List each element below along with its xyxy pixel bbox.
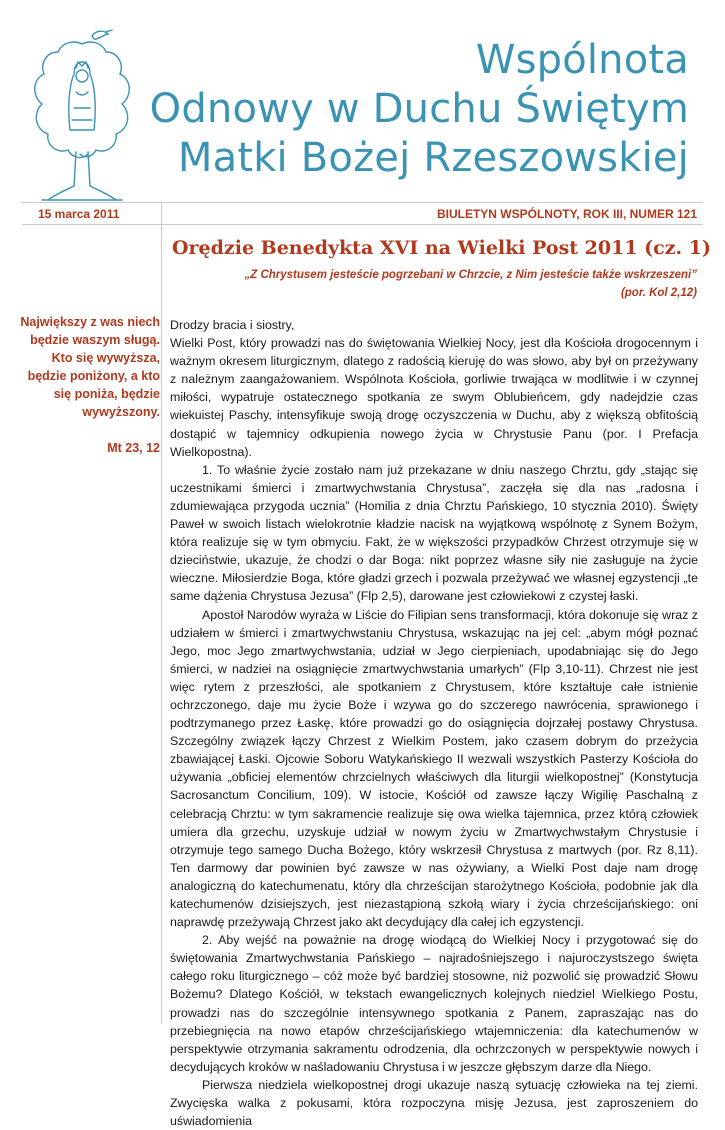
sidebar-reference: Mt 23, 12 — [107, 441, 160, 455]
article-title: Orędzie Benedykta XVI na Wielki Post 2011 (cz. 1) — [172, 237, 711, 259]
paragraph: Apostoł Narodów wyraża w Liście do Filipian sens transformacji, która dokonuje się wraz z udziałem w śmierci i zmartwychwstaniu Chrystusa, wskazując na jej cel: „abym mógł poznać Jego, moc Jego zmartwychwstania, udział w Jego cierpieniach, upodabniając się do Jego śmierci, w nadziei na osiągnięcie zmartwychwstania umarłych” (Flp 3,10-11). Chrzest nie jest więc rytem z przeszłości, ale spotkaniem z Chrystusem, które kształtuje całe istnienie ochrzczonego, daje mu życie Boże i wzywa go do szczerego nawrócenia, sprawionego i podtrzymanego przez Łaskę, które prowadzi go do osiągnięcia dojrzałej postawy Chrystusa. Szczególny związek łączy Chrzest z Wielkim Postem, jako czasem dobrym do przeżycia zbawiającej Łaski. Ojcowie Soboru Watykańskiego II wezwali wszystkich Pasterzy Kościoła do używania „obficiej elementów chrzcielnych właściwych dla liturgii wielkopostnej” (Konstytucja Sacrosanctum Concilium, 109). W istocie, Kościół od zawsze łączy Wigilię Paschalną z celebracją Chrztu: w tym sakramencie realizuje się owa wielka tajemnica, przez którą człowiek umiera dla grzechu, uzyskuje udział w nowym życiu w Zmartwychwstałym Chrystusie i otrzymuje tego samego Ducha Bożego, który wskrzesił Chrystusa z martwych (por. Rz 8,11). Ten darmowy dar powinien być zawsze w nas ożywiany, a Wielki Post daje nam drogę analogiczną do katechumenatu, który dla chrześcijan starożytnego Kościoła, podobnie jak dla katechumenów dzisiejszych, jest niezastąpioną szkołą wiary i życia chrześcijańskiego: oni naprawdę przeżywają Chrzest jako akt decydujący dla całej ich egzystencji. — [170, 607, 698, 930]
header-rule-bottom — [22, 224, 703, 225]
bulletin-info: BIULETYN WSPÓLNOTY, ROK III, NUMER 121 — [436, 207, 697, 221]
header-rule-top — [22, 202, 703, 203]
article-subtitle-quote: „Z Chrystusem jesteście pogrzebani w Chrzcie, z Nim jesteście także wskrzeszeni” — [244, 269, 697, 281]
article-subtitle — [157, 266, 697, 302]
masthead-line-1: Wspólnota — [475, 37, 689, 83]
sidebar-quote: Największy z was niech będzie waszym sługą. Kto się wywyższa, będzie poniżony, a kto się poniża, będzie wywyższony. — [20, 315, 160, 419]
salutation: Drodzy bracia i siostry, — [170, 318, 295, 332]
article-subtitle-ref: (por. Kol 2,12) — [620, 287, 697, 299]
paragraph: 2. Aby wejść na poważnie na drogę wiodącą do Wielkiej Nocy i przygotować się do świętowania Zmartwychwstania Pańskiego – najradośniejszego i najuroczystszego święta całego roku liturgicznego – cóż może być bardziej stosowne, niż pozwolić się prowadzić Słowu Bożemu? Dlatego Kościół, w tekstach ewangelicznych kolejnych niedziel Wielkiego Postu, prowadzi nas do szczególnie intensywnego spotkania z Panem, zapraszając nas do przebiegnięcia na nowo etapów chrześcijańskiego wtajemniczenia: dla katechumenów w perspektywie otrzymania sakramentu odrodzenia, dla ochrzczonych w perspektywie nowych i decydujących kroków w naśladowaniu Chrystusa i w jeszcze głębszym darze dla Niego. — [170, 933, 698, 1074]
masthead-line-3: Matki Bożej Rzeszowskiej — [177, 135, 689, 181]
tree-madonna-logo-icon — [22, 18, 142, 204]
paragraph: Wielki Post, który prowadzi nas do świętowania Wielkiej Nocy, jest dla Kościoła drogocennym i ważnym okresem liturgicznym, dlatego z radością kieruję do was słowo, aby był on przeżywany z należnym zaangażowaniem. Wspólnota Kościoła, gorliwie trwająca w modlitwie i w czynnej miłości, wypatruje ostatecznego spotkania ze swym Oblubieńcem, gdy nadejdzie czas wiekuistej Paschy, intensyfikuje swoją drogę oczyszczenia w Duchu, aby z większą obfitością dostąpić w tajemnicy odkupienia nowego życia w Chrystusie Panu (por. I Prefacja Wielkopostna). — [170, 336, 698, 459]
issue-date: 15 marca 2011 — [38, 207, 120, 221]
column-divider — [161, 203, 162, 1024]
masthead-title — [150, 36, 689, 183]
article-body — [170, 316, 698, 1130]
paragraph: Pierwsza niedziela wielkopostnej drogi ukazuje naszą sytuację człowieka na tej ziemi. Zwycięska walka z pokusami, która rozpoczyna misję Jezusa, jest zaproszeniem do uświadomienia — [170, 1077, 698, 1129]
masthead-line-2: Odnowy w Duchu Świętym — [149, 86, 689, 132]
sidebar-quote-box — [20, 313, 160, 457]
paragraph: 1. To właśnie życie zostało nam już przekazane w dniu naszego Chrztu, gdy „stając się uczestnikami śmierci i zmartwychwstania Chrystusa”, zaczęła się dla nas „radosna i zdumiewająca przygoda ucznia” (Homilia z dnia Chrztu Pańskiego, 10 stycznia 2010). Święty Paweł w swoich listach wielokrotnie kładzie nacisk na wyjątkową wspólnotę z Synem Bożym, która realizuje się w tym obmyciu. Fakt, że w większości przypadków Chrzest otrzymuje się w dzieciństwie, ukazuje, że chodzi o dar Boga: nikt poprzez własne siły nie zasługuje na życie wieczne. Miłosierdzie Boga, które gładzi grzech i pozwala przeżywać we własnej egzystencji „te same dążenia Chrystusa Jezusa” (Flp 2,5), darowane jest człowiekowi z czystej łaski. — [170, 462, 698, 604]
